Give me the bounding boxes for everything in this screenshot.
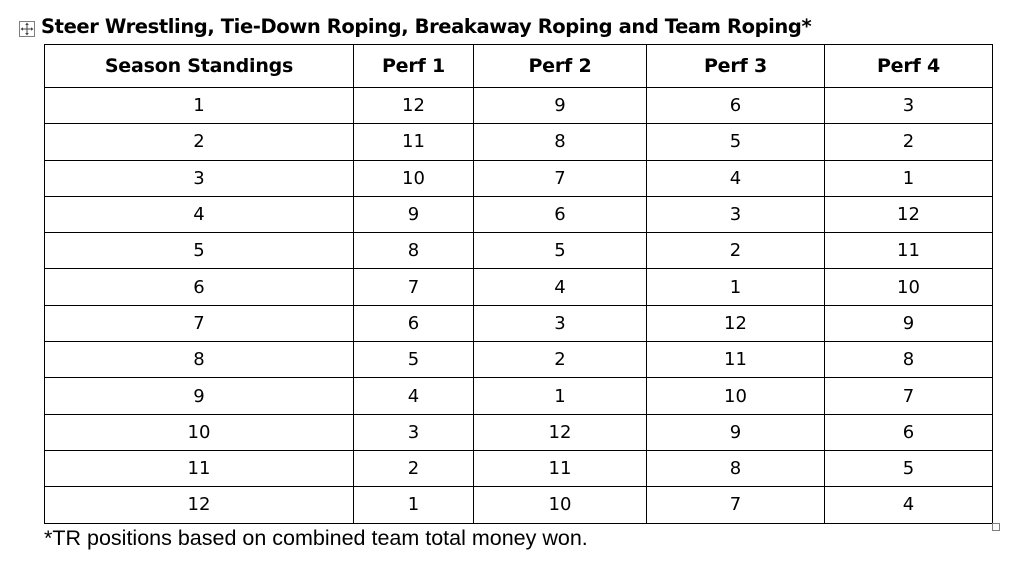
standings-table xyxy=(44,44,993,524)
cell-perf-1: 10 xyxy=(354,160,474,196)
cell-perf-4: 2 xyxy=(825,124,993,160)
cell-perf-1: 1 xyxy=(354,487,474,523)
cell-perf-4: 3 xyxy=(825,88,993,124)
cell-perf-4: 7 xyxy=(825,378,993,414)
cell-perf-4: 4 xyxy=(825,487,993,523)
cell-perf-3: 5 xyxy=(647,124,825,160)
table-row xyxy=(45,378,993,414)
cell-perf-4: 11 xyxy=(825,233,993,269)
cell-season-standing: 8 xyxy=(45,342,354,378)
cell-perf-1: 7 xyxy=(354,269,474,305)
table-title: Steer Wrestling, Tie-Down Roping, Breakaway Roping and Team Roping* xyxy=(41,15,812,38)
cell-perf-1: 4 xyxy=(354,378,474,414)
cell-perf-3: 8 xyxy=(647,450,825,486)
cell-perf-4: 5 xyxy=(825,450,993,486)
table-row xyxy=(45,124,993,160)
cell-perf-2: 10 xyxy=(474,487,647,523)
cell-perf-3: 11 xyxy=(647,342,825,378)
cell-perf-3: 3 xyxy=(647,196,825,232)
cell-perf-4: 6 xyxy=(825,414,993,450)
cell-perf-4: 8 xyxy=(825,342,993,378)
table-row xyxy=(45,196,993,232)
footnote: *TR positions based on combined team total money won. xyxy=(44,526,588,550)
table-row xyxy=(45,450,993,486)
cell-perf-3: 6 xyxy=(647,88,825,124)
cell-perf-1: 9 xyxy=(354,196,474,232)
table-row xyxy=(45,88,993,124)
cell-perf-3: 2 xyxy=(647,233,825,269)
cell-perf-1: 6 xyxy=(354,305,474,341)
header-perf-3: Perf 3 xyxy=(647,45,825,88)
cell-perf-4: 12 xyxy=(825,196,993,232)
cell-perf-3: 12 xyxy=(647,305,825,341)
cell-perf-3: 9 xyxy=(647,414,825,450)
cell-perf-1: 11 xyxy=(354,124,474,160)
cell-perf-2: 6 xyxy=(474,196,647,232)
cell-perf-2: 12 xyxy=(474,414,647,450)
cell-perf-4: 1 xyxy=(825,160,993,196)
resize-square-icon[interactable] xyxy=(992,523,1000,531)
cell-perf-2: 5 xyxy=(474,233,647,269)
cell-season-standing: 2 xyxy=(45,124,354,160)
cell-perf-3: 4 xyxy=(647,160,825,196)
cell-perf-3: 7 xyxy=(647,487,825,523)
cell-perf-4: 10 xyxy=(825,269,993,305)
cell-season-standing: 5 xyxy=(45,233,354,269)
cell-season-standing: 10 xyxy=(45,414,354,450)
cell-perf-2: 9 xyxy=(474,88,647,124)
cell-perf-1: 12 xyxy=(354,88,474,124)
table-row xyxy=(45,414,993,450)
cell-season-standing: 7 xyxy=(45,305,354,341)
cell-season-standing: 3 xyxy=(45,160,354,196)
cell-season-standing: 6 xyxy=(45,269,354,305)
cell-perf-2: 11 xyxy=(474,450,647,486)
cell-perf-2: 7 xyxy=(474,160,647,196)
cell-perf-1: 5 xyxy=(354,342,474,378)
table-row xyxy=(45,342,993,378)
table-body xyxy=(45,88,993,524)
cell-perf-2: 4 xyxy=(474,269,647,305)
cell-perf-3: 1 xyxy=(647,269,825,305)
header-season-standings: Season Standings xyxy=(45,45,354,88)
cell-season-standing: 1 xyxy=(45,88,354,124)
table-row xyxy=(45,487,993,523)
move-arrows-icon xyxy=(20,22,34,36)
cell-perf-2: 3 xyxy=(474,305,647,341)
table-row xyxy=(45,305,993,341)
header-perf-2: Perf 2 xyxy=(474,45,647,88)
header-perf-4: Perf 4 xyxy=(825,45,993,88)
cell-perf-1: 3 xyxy=(354,414,474,450)
table-header-row xyxy=(45,45,993,88)
cell-perf-4: 9 xyxy=(825,305,993,341)
cell-perf-2: 2 xyxy=(474,342,647,378)
cell-season-standing: 9 xyxy=(45,378,354,414)
table-row xyxy=(45,269,993,305)
cell-season-standing: 4 xyxy=(45,196,354,232)
header-perf-1: Perf 1 xyxy=(354,45,474,88)
cell-perf-1: 8 xyxy=(354,233,474,269)
cell-perf-2: 1 xyxy=(474,378,647,414)
table-move-handle-icon[interactable] xyxy=(19,21,35,37)
cell-perf-3: 10 xyxy=(647,378,825,414)
cell-season-standing: 12 xyxy=(45,487,354,523)
table-row xyxy=(45,160,993,196)
cell-perf-1: 2 xyxy=(354,450,474,486)
table-row xyxy=(45,233,993,269)
cell-perf-2: 8 xyxy=(474,124,647,160)
cell-season-standing: 11 xyxy=(45,450,354,486)
